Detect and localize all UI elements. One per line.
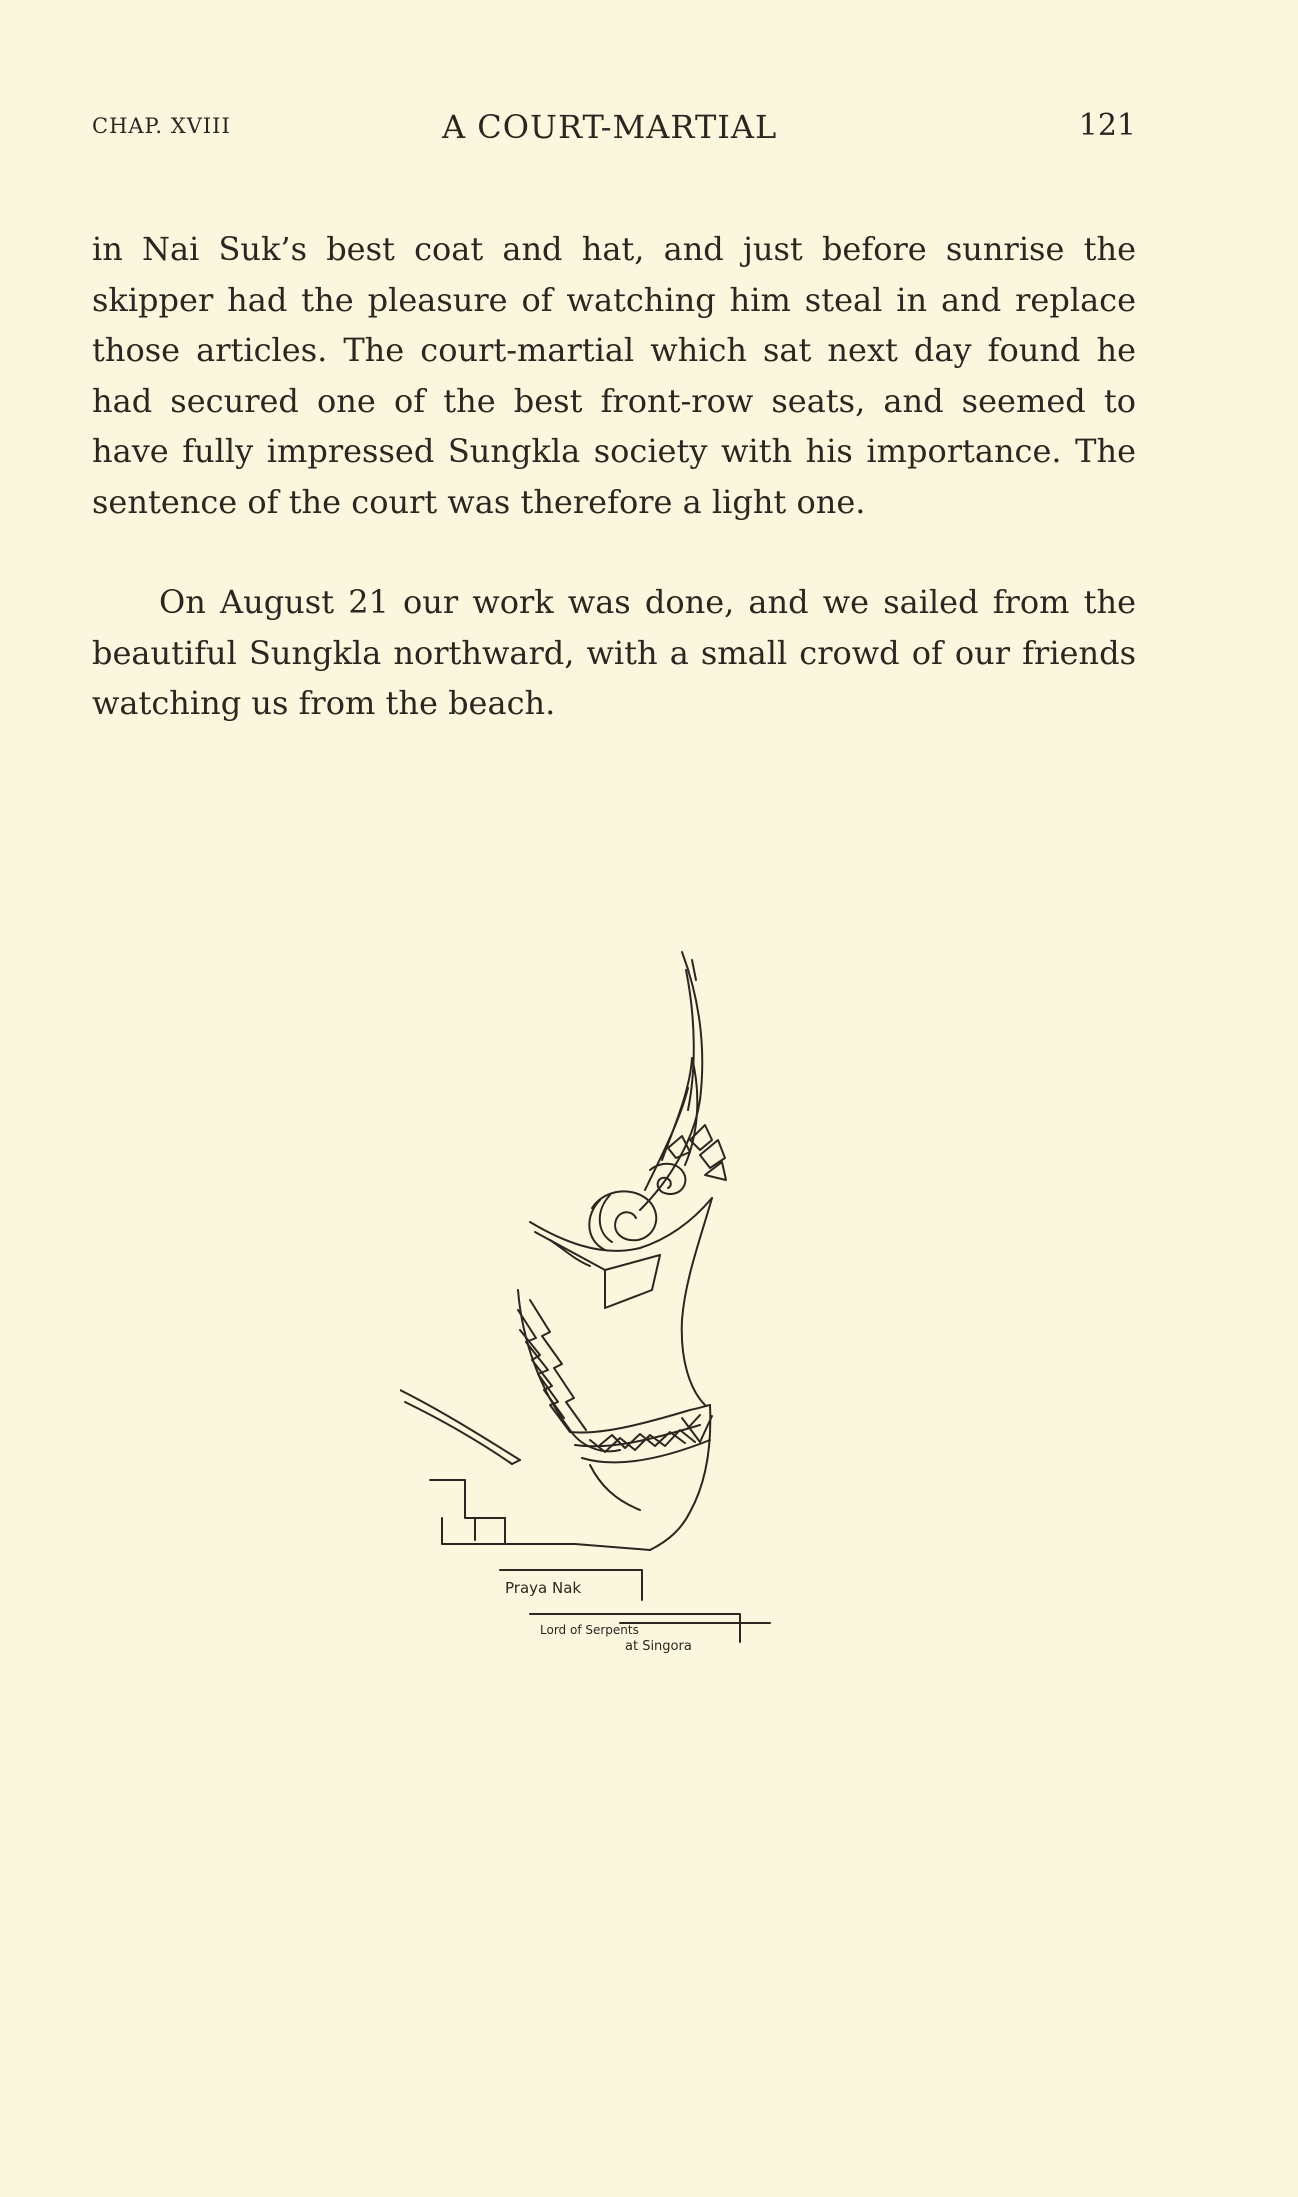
caption-name: Praya Nak <box>505 1579 582 1597</box>
naga-head-illustration <box>400 940 820 1670</box>
running-title: A COURT-MARTIAL <box>442 108 778 146</box>
paragraph-2: On August 21 our work was done, and we sailed from the beautiful Sungkla northward, with a small crowd of our friends watching us from the beach. <box>92 583 1136 722</box>
page-number: 121 <box>1078 108 1136 143</box>
caption-place: at Singora <box>625 1639 692 1654</box>
chapter-label: CHAP. XVIII <box>92 114 231 138</box>
running-header <box>92 108 1136 148</box>
serpent-figure <box>400 940 820 1670</box>
paragraph-1: in Nai Suk’s best coat and hat, and just before sunrise the skipper had the pleasure of watching him steal in and replace those articles. The court-martial which sat next day found he had secured one of the best front-row seats, and seemed to have fully impressed Sungkla society with his importance. The sentence of the court was therefore a light one. <box>92 230 1136 521</box>
caption-title: Lord of Serpents <box>540 1623 639 1637</box>
